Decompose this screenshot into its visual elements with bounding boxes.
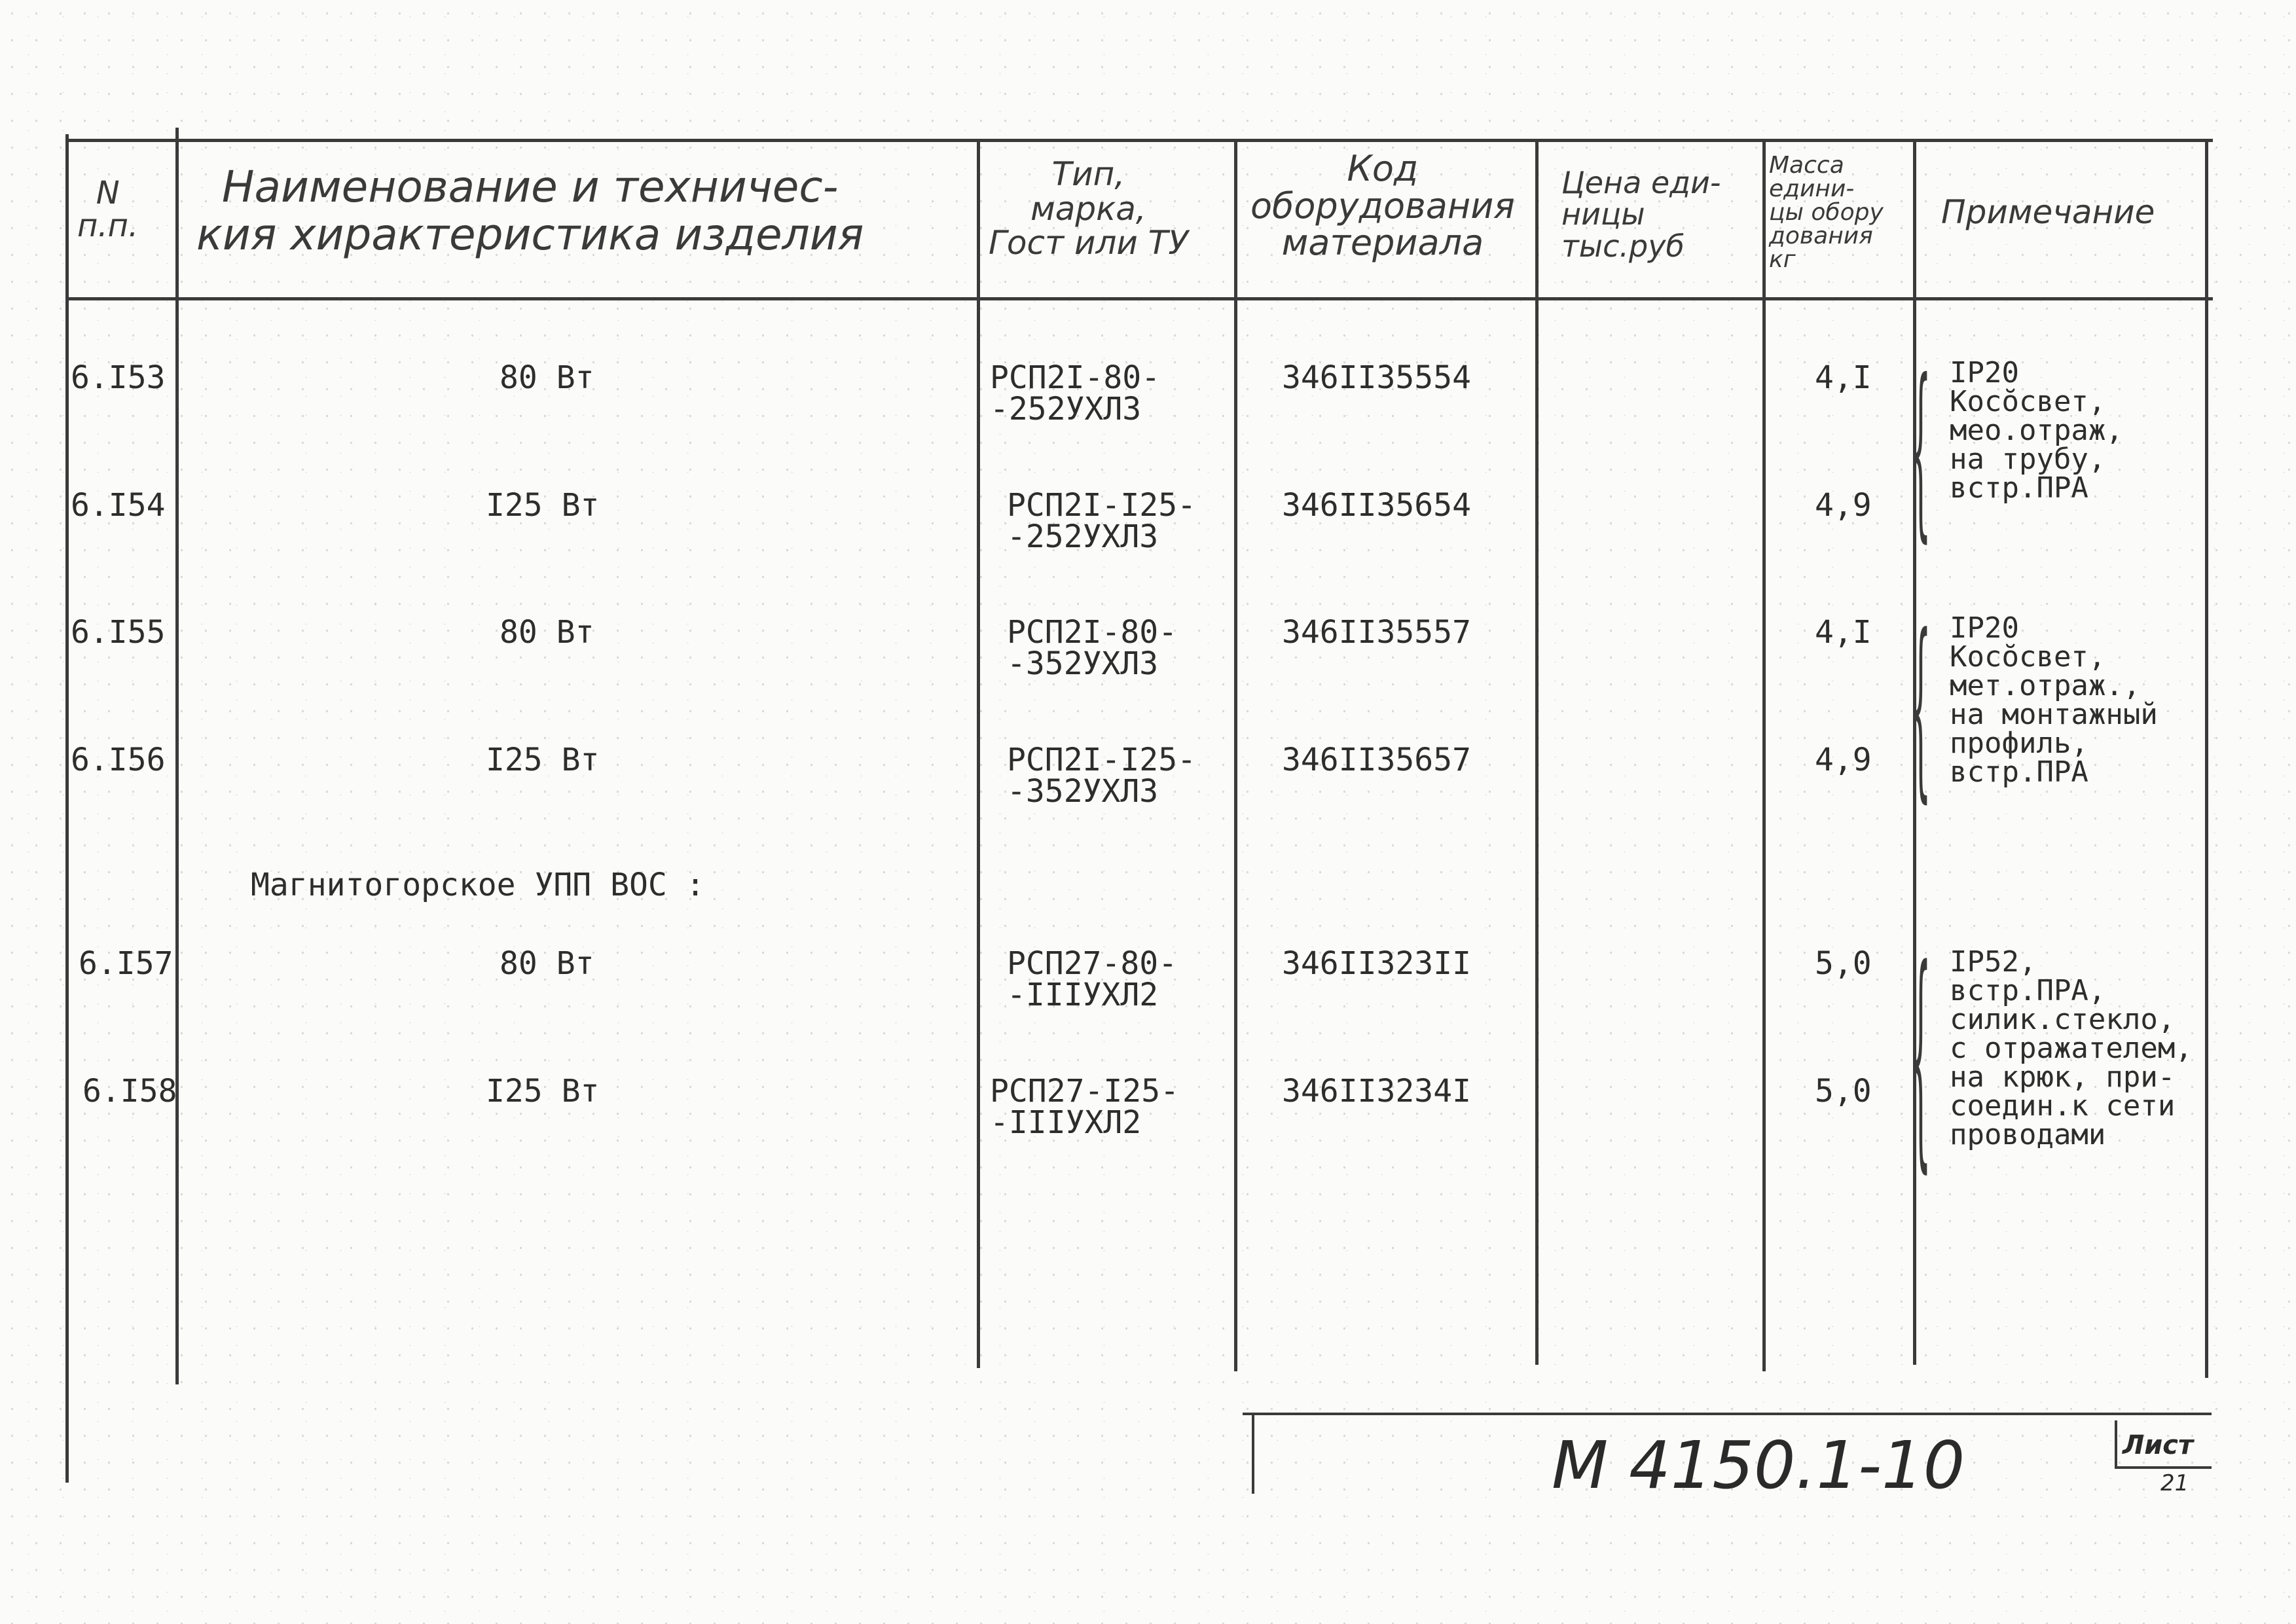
row-type: РСП2I-80- -252УХЛ3: [990, 359, 1161, 427]
note-1: IP20 Косо̆свет, мео.отраж, на трубу, встр.ПРА: [1950, 356, 2123, 505]
row-name: 80 Вт: [500, 614, 594, 651]
row-num: 6.I57: [79, 945, 173, 982]
row-mass: 5,0: [1815, 1073, 1872, 1110]
header-type: Тип, марка, Гост или ТУ: [989, 155, 1188, 262]
row-code: 346II35654: [1282, 487, 1471, 524]
row-type: РСП27-I25- -IIIУХЛ2: [990, 1073, 1179, 1141]
row-name: 80 Вт: [500, 945, 594, 982]
note-3: IP52, встр.ПРА, силик.стекло, с отражателем, на крюк, при- соедин.к сети проводами: [1950, 945, 2193, 1151]
row-mass: 4,9: [1815, 487, 1872, 524]
row-name: I25 Вт: [486, 487, 600, 524]
header-code: Код оборудования материала: [1250, 148, 1515, 264]
row-type: РСП27-80- -IIIУХЛ2: [1007, 945, 1178, 1013]
note-2: IP20 Косо̆свет, мет.отраж., на монтажный профиль, встр.ПРА: [1950, 611, 2158, 789]
row-name: 80 Вт: [500, 359, 594, 396]
row-mass: 4,9: [1815, 742, 1872, 778]
row-type: РСП2I-I25- -252УХЛ3: [1007, 487, 1196, 555]
brace: {: [1910, 920, 1931, 1195]
row-mass: 4,I: [1815, 614, 1872, 651]
sheet-label: Лист: [2123, 1430, 2194, 1460]
header-note: Примечание: [1941, 193, 2155, 231]
header-mass: Масса едини- цы обору дования кг: [1769, 152, 1884, 273]
row-name: I25 Вт: [486, 1073, 600, 1110]
row-type: РСП2I-I25- -352УХЛ3: [1007, 742, 1196, 810]
row-code: 346II3234I: [1282, 1073, 1471, 1110]
row-num: 6.I54: [71, 487, 166, 524]
header-price: Цена еди- ницы тыс.руб: [1561, 165, 1721, 264]
row-type: РСП2I-80- -352УХЛ3: [1007, 614, 1178, 682]
row-num: 6.I55: [71, 614, 166, 651]
brace: {: [1910, 340, 1931, 560]
row-mass: 4,I: [1815, 359, 1872, 396]
header-num: N п.п.: [77, 175, 139, 245]
header-name: Наименование и техничес- кия хирактеристика изделия: [196, 162, 864, 260]
row-num: 6.I56: [71, 742, 166, 778]
section-title: Магнитогорское УПП ВОС :: [251, 867, 705, 903]
row-code: 346II35554: [1282, 359, 1471, 396]
sheet-number: 21: [2160, 1470, 2189, 1496]
brace: {: [1910, 594, 1931, 821]
row-num: 6.I58: [82, 1073, 177, 1110]
row-name: I25 Вт: [486, 742, 600, 778]
row-mass: 5,0: [1815, 945, 1872, 982]
document-code: М 4150.1-10: [1552, 1427, 1965, 1504]
row-code: 346II35657: [1282, 742, 1471, 778]
row-code: 346II323II: [1282, 945, 1471, 982]
row-code: 346II35557: [1282, 614, 1471, 651]
row-num: 6.I53: [71, 359, 166, 396]
